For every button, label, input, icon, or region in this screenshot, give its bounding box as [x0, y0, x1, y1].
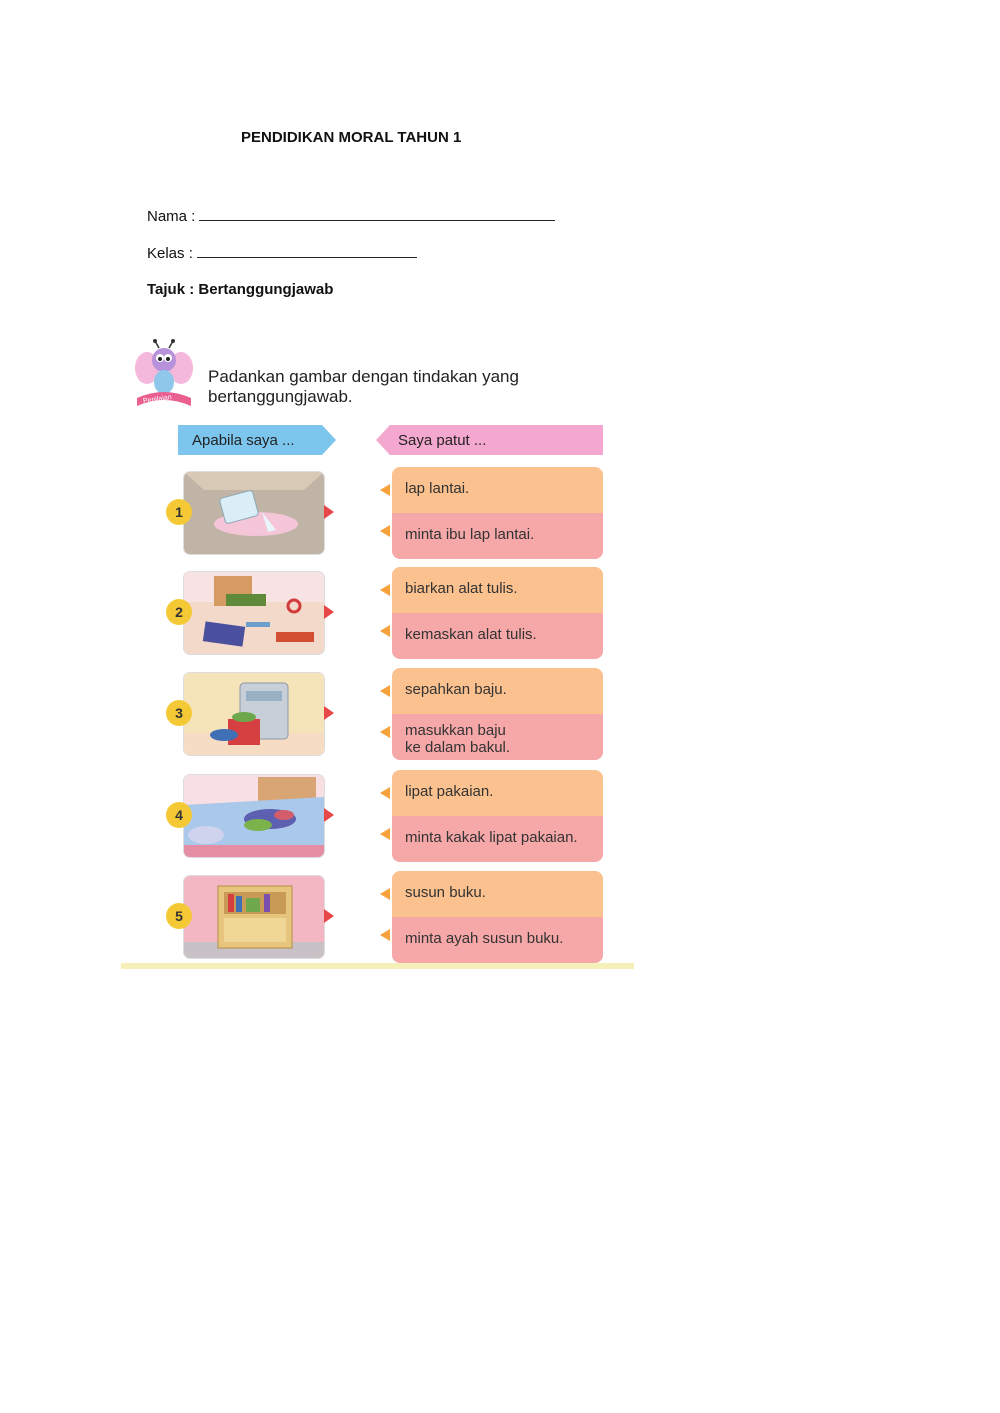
item-number-badge: 4 [166, 802, 192, 828]
arrow-left-icon [380, 685, 390, 697]
option-b[interactable]: kemaskan alat tulis. [392, 613, 603, 659]
messy-stationery-picture [184, 572, 324, 654]
name-blank-line[interactable] [199, 206, 555, 221]
arrow-right-icon [324, 505, 334, 519]
laundry-basket-picture [184, 673, 324, 755]
option-a[interactable]: susun buku. [392, 871, 603, 917]
arrow-left-icon [380, 828, 390, 840]
options-card [392, 467, 603, 559]
arrow-right-icon [324, 706, 334, 720]
option-b[interactable]: minta kakak lipat pakaian. [392, 816, 603, 862]
options-card [392, 770, 603, 862]
arrow-right-icon [324, 808, 334, 822]
class-blank-line[interactable] [197, 243, 417, 258]
option-a[interactable]: biarkan alat tulis. [392, 567, 603, 613]
arrow-left-icon [380, 584, 390, 596]
item-number-badge: 5 [166, 903, 192, 929]
options-card [392, 567, 603, 659]
page-title: PENDIDIKAN MORAL TAHUN 1 [241, 129, 462, 146]
arrow-left-icon [380, 726, 390, 738]
topic-heading: Tajuk : Bertanggungjawab [147, 281, 334, 298]
item-number-badge: 3 [166, 700, 192, 726]
item-row-1 [160, 472, 610, 567]
item-number-badge: 1 [166, 499, 192, 525]
arrow-left-icon [380, 787, 390, 799]
option-a[interactable]: sepahkan baju. [392, 668, 603, 714]
mascot-label: Penilaian [142, 394, 173, 405]
arrow-left-icon [380, 888, 390, 900]
item-row-2 [160, 572, 610, 667]
option-a[interactable]: lap lantai. [392, 467, 603, 513]
spilled-glass-picture [184, 472, 324, 554]
options-card [392, 871, 603, 963]
clothes-on-bed-picture [184, 775, 324, 857]
right-column-header [376, 425, 603, 455]
option-b[interactable]: masukkan baju ke dalam bakul. [392, 714, 603, 760]
right-header-label: Saya patut ... [398, 432, 487, 449]
arrow-left-icon [380, 525, 390, 537]
arrow-left-icon [380, 625, 390, 637]
item-number-badge: 2 [166, 599, 192, 625]
option-a[interactable]: lipat pakaian. [392, 770, 603, 816]
name-field [147, 206, 555, 225]
left-column-header [178, 425, 336, 455]
item-row-3 [160, 673, 610, 768]
arrow-left-icon [380, 929, 390, 941]
arrow-left-icon [380, 484, 390, 496]
item-row-4 [160, 775, 610, 870]
class-field [147, 243, 417, 262]
class-label: Kelas : [147, 245, 193, 262]
left-header-label: Apabila saya ... [192, 432, 295, 449]
arrow-right-icon [324, 605, 334, 619]
bookshelf-picture [184, 876, 324, 958]
instruction-text: Padankan gambar dengan tindakan yang bertanggungjawab. [208, 367, 519, 406]
option-b[interactable]: minta ibu lap lantai. [392, 513, 603, 559]
options-card [392, 668, 603, 760]
butterfly-mascot-icon [133, 338, 195, 412]
option-b[interactable]: minta ayah susun buku. [392, 917, 603, 963]
item-row-5 [160, 876, 610, 971]
arrow-right-icon [324, 909, 334, 923]
divider [121, 963, 634, 969]
name-label: Nama : [147, 208, 196, 225]
